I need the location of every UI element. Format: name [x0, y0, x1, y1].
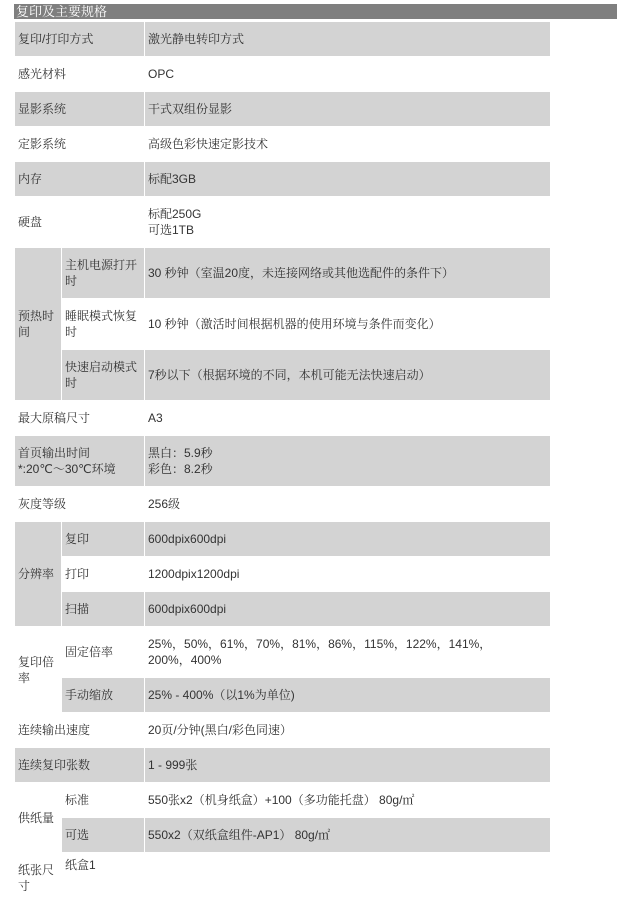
table-row — [15, 248, 551, 299]
label-line: 首页输出时间 — [18, 446, 91, 460]
spec-table — [14, 21, 551, 904]
sub-label: 扫描 — [62, 592, 145, 627]
row-label: 硬盘 — [15, 197, 145, 248]
row-label: 连续复印张数 — [15, 748, 145, 783]
table-row — [15, 487, 551, 522]
sub-label: 打印 — [62, 557, 145, 592]
label-line: *:20℃～30℃环境 — [18, 462, 116, 476]
value-line: 200%，400% — [148, 653, 222, 667]
table-row — [15, 522, 551, 557]
sub-label: 可选 — [62, 818, 145, 853]
row-value: 1 - 999张 — [145, 748, 551, 783]
table-row — [15, 678, 551, 713]
sub-label: 快速启动模式时 — [62, 350, 145, 401]
table-row — [15, 92, 551, 127]
group-label: 分辨率 — [15, 522, 62, 627]
row-value: OPC — [145, 57, 551, 92]
group-label: 供纸量 — [15, 783, 62, 853]
table-row — [15, 350, 551, 401]
group-label: 纸张尺寸 — [15, 853, 62, 904]
table-row — [15, 627, 551, 678]
value-line: 黑白：5.9秒 — [148, 446, 213, 460]
sub-label: 固定倍率 — [62, 627, 145, 678]
sub-label: 标准 — [62, 783, 145, 818]
row-value: 10 秒钟（激活时间根据机器的使用环境与条件而变化） — [145, 299, 551, 350]
table-row — [15, 57, 551, 92]
value-line: 25%，50%，61%，70%，81%，86%，115%，122%，141%， — [148, 637, 492, 651]
row-label — [15, 436, 145, 487]
row-label: 显影系统 — [15, 92, 145, 127]
row-label: 连续输出速度 — [15, 713, 145, 748]
row-label: 感光材料 — [15, 57, 145, 92]
row-value: A3 — [145, 401, 551, 436]
row-value: 25% - 400%（以1%为单位) — [145, 678, 551, 713]
table-row — [15, 299, 551, 350]
table-row — [15, 162, 551, 197]
table-row — [15, 853, 551, 904]
sub-label: 复印 — [62, 522, 145, 557]
table-row — [15, 401, 551, 436]
table-row — [15, 592, 551, 627]
group-label: 复印倍率 — [15, 627, 62, 713]
sub-label: 睡眠模式恢复时 — [62, 299, 145, 350]
row-value: 高级色彩快速定影技术 — [145, 127, 551, 162]
row-value: 256级 — [145, 487, 551, 522]
table-row — [15, 436, 551, 487]
table-row — [15, 22, 551, 57]
row-value — [145, 853, 551, 904]
sub-label: 纸盒1 — [62, 853, 145, 904]
group-label: 预热时间 — [15, 248, 62, 401]
row-value: 550张x2（机身纸盒）+100（多功能托盘） 80g/㎡ — [145, 783, 551, 818]
row-value: 干式双组份显影 — [145, 92, 551, 127]
page-title: 复印及主要规格 — [14, 4, 617, 19]
row-value: 1200dpix1200dpi — [145, 557, 551, 592]
row-value — [145, 197, 551, 248]
row-value: 7秒以下（根据环境的不同，本机可能无法快速启动） — [145, 350, 551, 401]
row-value: 550x2（双纸盒组件-AP1） 80g/㎡ — [145, 818, 551, 853]
row-value: 20页/分钟(黑白/彩色同速） — [145, 713, 551, 748]
row-value — [145, 627, 551, 678]
row-value: 激光静电转印方式 — [145, 22, 551, 57]
value-line: 可选1TB — [148, 223, 195, 237]
value-line: 彩色：8.2秒 — [148, 462, 213, 476]
row-value — [145, 436, 551, 487]
row-label: 灰度等级 — [15, 487, 145, 522]
table-row — [15, 783, 551, 818]
row-label: 最大原稿尺寸 — [15, 401, 145, 436]
table-row — [15, 818, 551, 853]
row-label: 内存 — [15, 162, 145, 197]
table-row — [15, 748, 551, 783]
table-row — [15, 197, 551, 248]
table-row — [15, 127, 551, 162]
row-value: 标配3GB — [145, 162, 551, 197]
row-value: 30 秒钟（室温20度，未连接网络或其他选配件的条件下） — [145, 248, 551, 299]
row-value: 600dpix600dpi — [145, 522, 551, 557]
value-line: 标配250G — [148, 207, 202, 221]
table-row — [15, 557, 551, 592]
sub-label: 手动缩放 — [62, 678, 145, 713]
row-label: 定影系统 — [15, 127, 145, 162]
row-value: 600dpix600dpi — [145, 592, 551, 627]
row-label: 复印/打印方式 — [15, 22, 145, 57]
table-row — [15, 713, 551, 748]
sub-label: 主机电源打开时 — [62, 248, 145, 299]
